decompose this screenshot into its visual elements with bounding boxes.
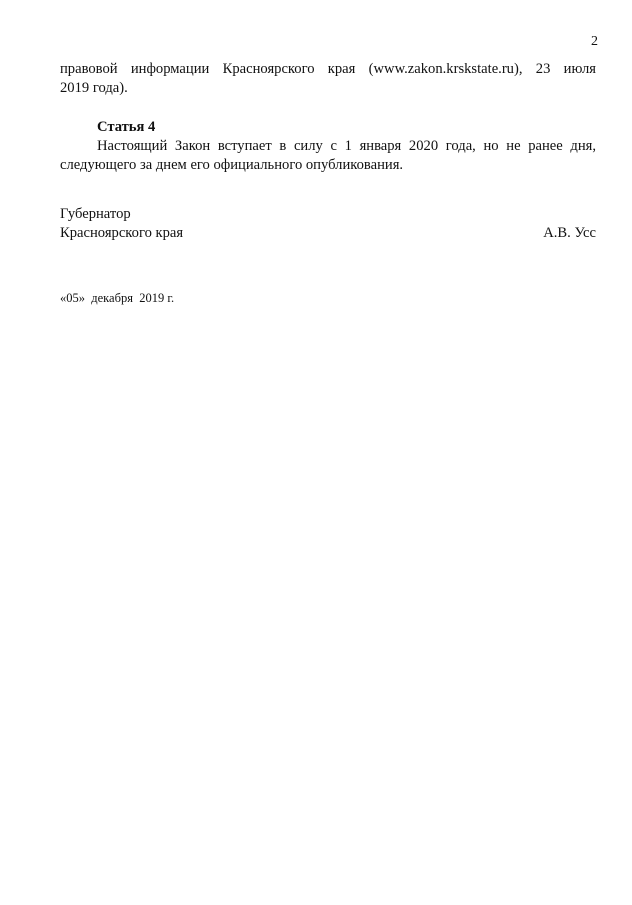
page-number: 2 xyxy=(591,34,598,49)
date-year: 2019 г. xyxy=(139,291,175,305)
paragraph-line: правовой информации Красноярского края (www.zakon.krskstate.ru), 23 июля xyxy=(60,61,596,77)
date-month: декабря xyxy=(91,291,133,305)
article-text-line: следующего за днем его официального опубликования. xyxy=(60,157,404,173)
article-4 xyxy=(60,118,596,175)
signatory-name: А.В. Усс xyxy=(543,225,596,241)
article-text-line: Настоящий Закон вступает в силу с 1 января 2020 года, но не ранее дня, xyxy=(97,138,596,154)
signatory-position: Губернатор xyxy=(60,206,131,222)
signatory-region: Красноярского края xyxy=(60,225,184,241)
signature-row xyxy=(60,224,596,243)
article-title: Статья 4 xyxy=(97,119,156,135)
date-day: «05» xyxy=(60,291,85,305)
paragraph-continuation xyxy=(60,60,596,98)
paragraph-line: 2019 года). xyxy=(60,80,128,96)
signature-block xyxy=(60,205,596,243)
document-date xyxy=(60,291,174,306)
